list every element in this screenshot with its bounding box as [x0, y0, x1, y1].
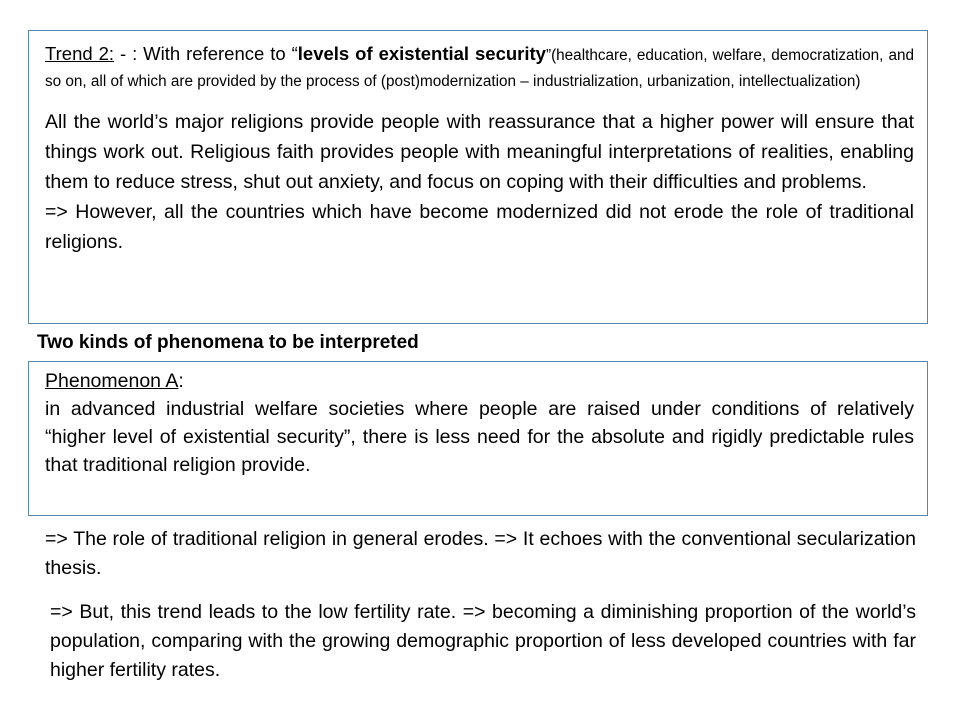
phenomenon-a-box [28, 361, 928, 516]
section-title: Two kinds of phenomena to be interpreted [37, 332, 419, 353]
trend-heading [45, 41, 914, 93]
trend-conclusion: => However, all the countries which have become modernized did not erode the role of traditional religions. [45, 201, 914, 253]
phenomenon-body-text: in advanced industrial welfare societies where people are raised under conditions of relatively “higher level of existential security”, there is less need for the absolute and rigidly predictable rules that traditional religion provide. [45, 398, 914, 476]
note-fertility: => But, this trend leads to the low fertility rate. => becoming a diminishing proportion of the world’s population, comparing with the growing demographic proportion of less developed countries with far higher fertility rates. [50, 601, 916, 681]
phenomenon-label: Phenomenon A [45, 370, 179, 392]
trend-label: Trend 2: [45, 43, 115, 64]
trend-2-box [28, 30, 928, 324]
trend-separator: - : With reference to “ [114, 43, 298, 64]
trend-body-text: All the world’s major religions provide people with reassurance that a higher power will ensure that things work out. Religious faith provides people with meaningful interpretations of realities, enabling them to reduce stress, shut out anxiety, and focus on coping with their difficulties and problems. [45, 111, 914, 193]
note-secularization: => The role of traditional religion in general erodes. => It echoes with the conventional secularization thesis. [45, 528, 916, 579]
phenomenon-heading [45, 368, 914, 395]
key-term: levels of existential security [297, 43, 546, 64]
phenomenon-label-colon: : [178, 370, 184, 392]
trend-detail: ”(healthcare, education, welfare, democratization, and so on, all of which are provided by the process of (post)modernization – industrialization, urbanization, intellectualization) [45, 47, 915, 90]
